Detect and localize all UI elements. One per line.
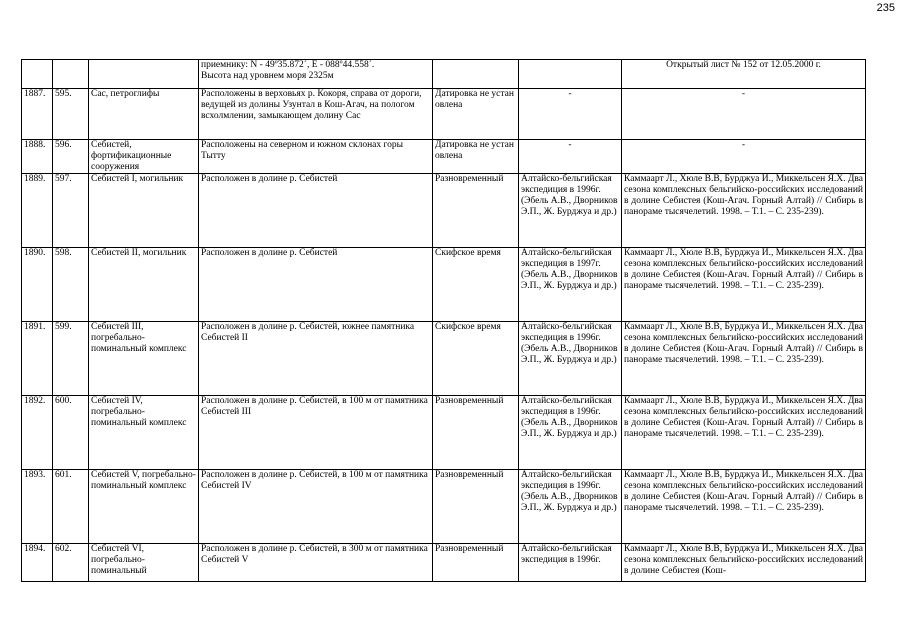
cell-num: 1888. [22, 140, 53, 174]
cell-num: 1890. [22, 248, 53, 322]
cell-name [89, 60, 199, 89]
location-line-altitude: Высота над уровнем моря 2325м [201, 71, 334, 81]
cell-reference: Каммаарт Л., Хюле В.В, Бурджуа И., Миккельсен Я.Х. Два сезона комплексных бельгийско-российских исследований в долине Себистея (Кош-Агач. Горный Алтай) // Сибирь в панораме тысячелетий. 1998. – Т.1. – С. 235-239). [622, 322, 866, 396]
cell-researcher: Алтайско-бельгийская экспедиция в 1997г. (Эбель А.В., Дворников Э.П., Ж. Бурджуа и др.) [519, 248, 622, 322]
cell-location: Расположены в верховьях р. Кокоря, справа от дороги, ведущей из долины Узунтал в Кош-Агач, на пологом всхолмлении, замыкающем долину Сас [199, 89, 433, 140]
table-row [22, 89, 866, 140]
cell-id: 602. [53, 544, 89, 582]
cell-researcher: Алтайско-бельгийская экспедиция в 1996г. (Эбель А.В., Дворников Э.П., Ж. Бурджуа и др.) [519, 174, 622, 248]
cell-num: 1893. [22, 470, 53, 544]
cell-date [433, 60, 519, 89]
cell-location: Расположен в долине р. Себистей [199, 248, 433, 322]
location-line-coordinates: приемнику: N - 49º35.872´, E - 088º44.558´. [201, 60, 375, 70]
cell-reference: Открытый лист № 152 от 12.05.2000 г. [622, 60, 866, 89]
cell-location [199, 60, 433, 89]
cell-researcher: - [519, 140, 622, 174]
cell-researcher: Алтайско-бельгийская экспедиция в 1996г. [519, 544, 622, 582]
cell-name: Себистей V, погребально-поминальный комплекс [89, 470, 199, 544]
cell-location: Расположен в долине р. Себистей [199, 174, 433, 248]
cell-num: 1891. [22, 322, 53, 396]
cell-name: Себистей I, могильник [89, 174, 199, 248]
cell-location: Расположены на северном и южном склонах горы Тытту [199, 140, 433, 174]
table-row [22, 248, 866, 322]
cell-id: 598. [53, 248, 89, 322]
cell-num: 1887. [22, 89, 53, 140]
cell-reference: Каммаарт Л., Хюле В.В, Бурджуа И., Миккельсен Я.Х. Два сезона комплексных бельгийско-российских исследований в долине Себистея (Кош-Агач. Горный Алтай) // Сибирь в панораме тысячелетий. 1998. – Т.1. – С. 235-239). [622, 248, 866, 322]
cell-location: Расположен в долине р. Себистей, в 100 м от памятника Себистей IV [199, 470, 433, 544]
monuments-table [21, 59, 866, 582]
table-row [22, 322, 866, 396]
cell-reference: Каммаарт Л., Хюле В.В, Бурджуа И., Миккельсен Я.Х. Два сезона комплексных бельгийско-российских исследований в долине Себистея (Кош-Агач. Горный Алтай) // Сибирь в панораме тысячелетий. 1998. – Т.1. – С. 235-239). [622, 396, 866, 470]
cell-date: Скифское время [433, 322, 519, 396]
cell-reference: - [622, 140, 866, 174]
cell-id: 595. [53, 89, 89, 140]
cell-date: Разновременный [433, 396, 519, 470]
table-row [22, 140, 866, 174]
table-row [22, 544, 866, 582]
cell-name: Сас, петроглифы [89, 89, 199, 140]
table-row-continued [22, 60, 866, 89]
cell-date: Разновременный [433, 544, 519, 582]
cell-reference: - [622, 89, 866, 140]
cell-date: Датировка не установлена [433, 89, 519, 140]
cell-name: Себистей VI, погребально-поминальный [89, 544, 199, 582]
cell-num: 1889. [22, 174, 53, 248]
cell-name: Себистей II, могильник [89, 248, 199, 322]
cell-id: 599. [53, 322, 89, 396]
cell-id: 597. [53, 174, 89, 248]
cell-name: Себистей III, погребально-поминальный комплекс [89, 322, 199, 396]
cell-researcher: Алтайско-бельгийская экспедиция в 1996г. (Эбель А.В., Дворников Э.П., Ж. Бурджуа и др.) [519, 322, 622, 396]
table-row [22, 174, 866, 248]
cell-researcher: - [519, 89, 622, 140]
cell-location: Расположен в долине р. Себистей, в 100 м от памятника Себистей III [199, 396, 433, 470]
cell-id: 600. [53, 396, 89, 470]
cell-id [53, 60, 89, 89]
cell-name: Себистей IV, погребально-поминальный комплекс [89, 396, 199, 470]
cell-date: Скифское время [433, 248, 519, 322]
cell-date: Разновременный [433, 174, 519, 248]
table-row [22, 470, 866, 544]
cell-num [22, 60, 53, 89]
cell-num: 1892. [22, 396, 53, 470]
table-row [22, 396, 866, 470]
cell-num: 1894. [22, 544, 53, 582]
cell-name: Себистей, фортификационные сооружения [89, 140, 199, 174]
cell-id: 596. [53, 140, 89, 174]
cell-researcher: Алтайско-бельгийская экспедиция в 1996г. (Эбель А.В., Дворников Э.П., Ж. Бурджуа и др.) [519, 396, 622, 470]
cell-researcher [519, 60, 622, 89]
cell-date: Разновременный [433, 470, 519, 544]
cell-reference: Каммаарт Л., Хюле В.В, Бурджуа И., Миккельсен Я.Х. Два сезона комплексных бельгийско-российских исследований в долине Себистея (Кош- [622, 544, 866, 582]
cell-location: Расположен в долине р. Себистей, южнее памятника Себистей II [199, 322, 433, 396]
cell-reference: Каммаарт Л., Хюле В.В, Бурджуа И., Миккельсен Я.Х. Два сезона комплексных бельгийско-российских исследований в долине Себистея (Кош-Агач. Горный Алтай) // Сибирь в панораме тысячелетий. 1998. – Т.1. – С. 235-239). [622, 174, 866, 248]
cell-id: 601. [53, 470, 89, 544]
cell-date: Датировка не установлена [433, 140, 519, 174]
cell-researcher: Алтайско-бельгийская экспедиция в 1996г. (Эбель А.В., Дворников Э.П., Ж. Бурджуа и др.) [519, 470, 622, 544]
cell-reference: Каммаарт Л., Хюле В.В, Бурджуа И., Миккельсен Я.Х. Два сезона комплексных бельгийско-российских исследований в долине Себистея (Кош-Агач. Горный Алтай) // Сибирь в панораме тысячелетий. 1998. – Т.1. – С. 235-239). [622, 470, 866, 544]
page-number: 235 [876, 2, 895, 14]
cell-location: Расположен в долине р. Себистей, в 300 м от памятника Себистей V [199, 544, 433, 582]
